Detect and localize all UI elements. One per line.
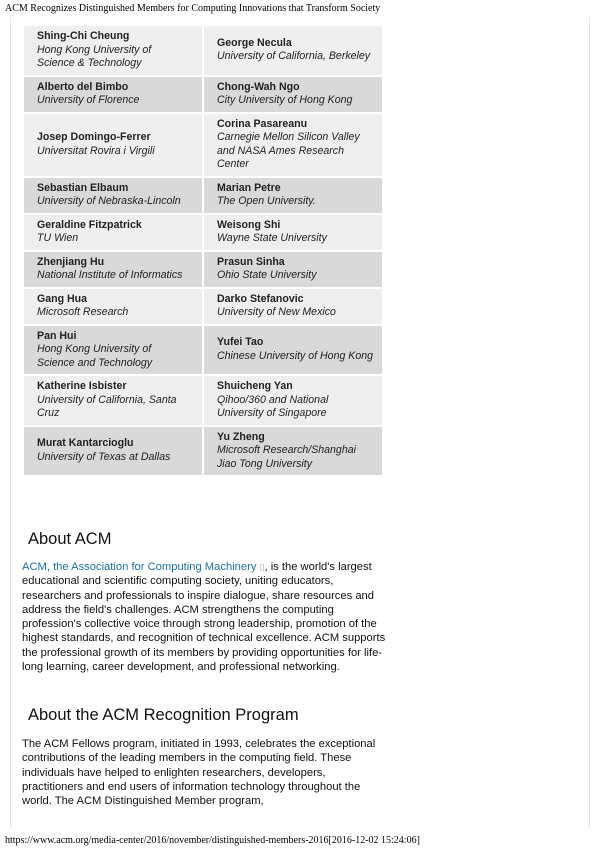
member-cell [24,77,202,112]
member-affiliation: University of California, Santa Cruz [37,393,177,419]
member-name: George Necula [217,36,292,49]
about-recognition-heading: About the ACM Recognition Program [28,706,299,724]
member-affiliation: Hong Kong University of Science and Technology [37,343,153,369]
member-affiliation: Hong Kong University of Science & Technology [37,43,152,69]
member-row [24,215,382,250]
member-affiliation: Microsoft Research/Shanghai Jiao Tong University [217,444,356,470]
member-name: Katherine Isbister [37,380,127,392]
member-cell [24,376,202,425]
member-affiliation: The Open University. [217,195,316,207]
member-cell [204,77,382,112]
member-cell [204,252,382,287]
member-name: Zhenjiang Hu [37,255,105,268]
member-affiliation: Universitat Rovira i Virgili [37,144,155,157]
members-table-body [24,26,382,475]
member-affiliation: Wayne State University [217,232,327,244]
member-cell [204,114,382,176]
member-name: Sebastian Elbaum [37,181,129,194]
member-cell [204,289,382,324]
member-affiliation: University of Florence [37,94,140,106]
member-name: Shuicheng Yan [217,380,293,392]
member-affiliation: Qihoo/360 and National University of Singapore [217,393,329,419]
member-name: Pan Hui [37,329,77,342]
member-name: Prasun Sinha [217,255,285,268]
member-row [24,114,382,176]
member-row [24,178,382,213]
member-affiliation: University of New Mexico [217,306,336,318]
member-name: Alberto del Bimbo [37,80,129,93]
external-link-icon: ▯ [259,562,265,572]
member-name: Josep Domingo-Ferrer [37,131,151,143]
print-footer: https://www.acm.org/media-center/2016/november/distinguished-members-2016[2016-12-02 15:24:06] [5,835,420,846]
member-row [24,252,382,287]
member-name: Geraldine Fitzpatrick [37,218,142,231]
member-name: Shing-Chi Cheung [37,30,130,42]
member-affiliation: National Institute of Informatics [37,269,183,281]
member-affiliation: TU Wien [37,232,79,244]
member-cell [204,376,382,425]
print-header: ACM Recognizes Distinguished Members for Computing Innovations that Transform Society [5,3,381,14]
member-row [24,289,382,324]
member-name: Corina Pasareanu [217,117,308,130]
member-cell [24,252,202,287]
member-affiliation: University of Texas at Dallas [37,450,171,463]
member-cell [24,427,202,476]
member-cell [204,178,382,213]
about-acm-paragraph [22,560,388,674]
member-name: Marian Petre [217,181,281,194]
member-name: Chong-Wah Ngo [217,80,300,93]
about-recognition-paragraph: The ACM Fellows program, initiated in 1993, celebrates the exceptional contributions of the leading members in the computing field. These individuals have helped to enlighten researchers, developers, practitioners and end users of information technology throughout the world. The ACM Distinguished Member program, [22,738,376,808]
member-name: Gang Hua [37,292,88,305]
member-cell [24,178,202,213]
member-name: Darko Stefanovic [217,292,304,305]
member-name: Murat Kantarcioglu [37,437,134,450]
member-cell [24,114,202,176]
member-cell [204,326,382,375]
member-affiliation: City University of Hong Kong [217,94,353,106]
member-affiliation: Chinese University of Hong Kong [217,349,374,362]
member-name: Yufei Tao [217,336,264,349]
member-cell [24,215,202,250]
member-cell [24,326,202,375]
member-row [24,326,382,375]
member-name: Yu Zheng [217,430,265,443]
member-affiliation: University of California, Berkeley [217,50,371,63]
member-row [24,26,382,75]
member-cell [204,26,382,75]
member-cell [204,427,382,476]
acm-link[interactable]: ACM, the Association for Computing Machinery [22,561,257,573]
member-affiliation: University of Nebraska-Lincoln [37,195,181,207]
member-affiliation: Ohio State University [217,269,317,281]
member-row [24,427,382,476]
about-acm-body: , is the world's largest educational and scientific computing society, uniting educators, researchers and professionals to inspire dialogue, share resources and address the field's challenges. ACM strengthens the computing profession's collective voice through strong leadership, promotion of the highest standards, and recognition of technical excellence. ACM supports the professional growth of its members by providing opportunities for life-long learning, career development, and professional networking. [22,561,386,674]
member-affiliation: Carnegie Mellon Silicon Valley and NASA Ames Research Center [217,131,360,170]
member-cell [24,289,202,324]
member-cell [24,26,202,75]
member-cell [204,215,382,250]
member-name: Weisong Shi [217,218,281,231]
member-row [24,376,382,425]
member-row [24,77,382,112]
distinguished-members-table [22,24,384,477]
about-acm-heading: About ACM [28,530,112,548]
member-affiliation: Microsoft Research [37,306,129,318]
